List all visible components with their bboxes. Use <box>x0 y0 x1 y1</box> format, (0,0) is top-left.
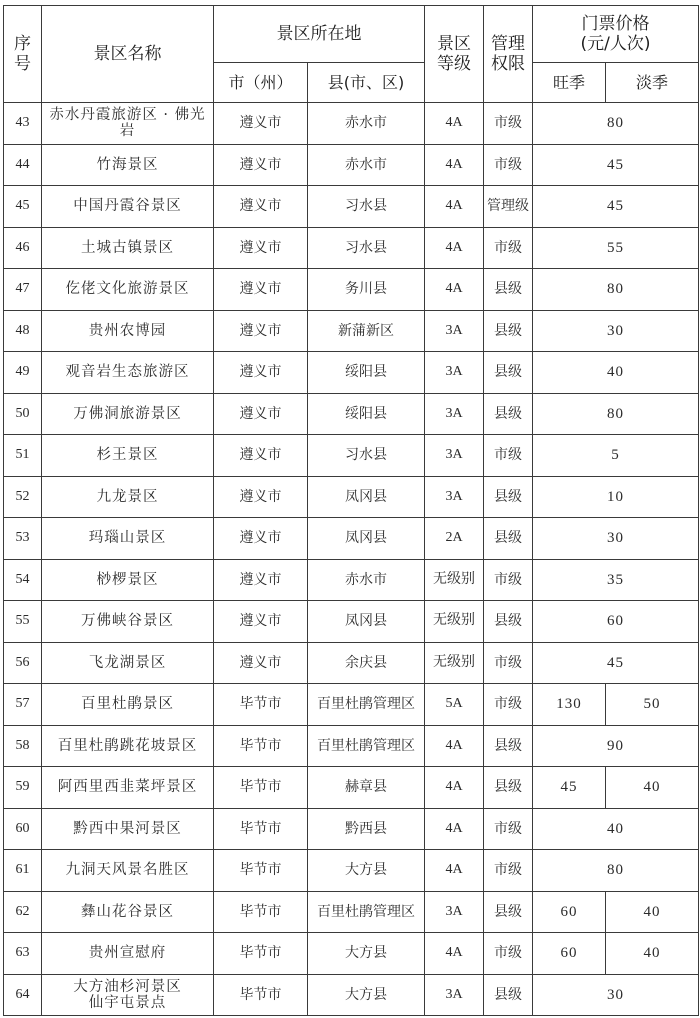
row-price-off: 40 <box>606 767 699 809</box>
row-authority: 市级 <box>484 559 533 601</box>
row-city: 毕节市 <box>214 850 308 892</box>
row-name: 百里杜鹃景区 <box>42 684 214 726</box>
row-price: 30 <box>533 974 699 1016</box>
row-authority: 县级 <box>484 601 533 643</box>
row-index: 57 <box>4 684 42 726</box>
row-city: 遵义市 <box>214 227 308 269</box>
row-county: 大方县 <box>308 850 425 892</box>
row-city: 遵义市 <box>214 352 308 394</box>
row-authority: 县级 <box>484 310 533 352</box>
row-name: 万佛洞旅游景区 <box>42 393 214 435</box>
row-name: 贵州农博园 <box>42 310 214 352</box>
row-grade: 2A <box>425 518 484 560</box>
row-grade: 4A <box>425 269 484 311</box>
table-row <box>4 518 699 560</box>
row-index: 60 <box>4 808 42 850</box>
row-price: 40 <box>533 352 699 394</box>
row-price-peak: 60 <box>533 891 606 933</box>
row-name <box>42 974 214 1016</box>
row-county: 新蒲新区 <box>308 310 425 352</box>
row-index: 49 <box>4 352 42 394</box>
row-grade: 无级别 <box>425 642 484 684</box>
row-price-peak: 45 <box>533 767 606 809</box>
row-city: 遵义市 <box>214 642 308 684</box>
table-row <box>4 725 699 767</box>
row-city: 遵义市 <box>214 393 308 435</box>
row-county: 百里杜鹃管理区 <box>308 684 425 726</box>
row-price: 80 <box>533 103 699 145</box>
row-grade: 3A <box>425 476 484 518</box>
row-grade: 4A <box>425 186 484 228</box>
row-county: 大方县 <box>308 974 425 1016</box>
row-authority: 县级 <box>484 974 533 1016</box>
row-grade: 4A <box>425 808 484 850</box>
row-name: 土城古镇景区 <box>42 227 214 269</box>
header-price <box>533 6 699 63</box>
row-index: 54 <box>4 559 42 601</box>
row-county: 大方县 <box>308 933 425 975</box>
row-index: 64 <box>4 974 42 1016</box>
table-row <box>4 352 699 394</box>
row-city: 遵义市 <box>214 269 308 311</box>
row-index: 53 <box>4 518 42 560</box>
row-county: 百里杜鹃管理区 <box>308 725 425 767</box>
table-row <box>4 933 699 975</box>
table-row <box>4 601 699 643</box>
row-authority: 市级 <box>484 227 533 269</box>
row-county: 赫章县 <box>308 767 425 809</box>
row-city: 毕节市 <box>214 684 308 726</box>
row-index: 59 <box>4 767 42 809</box>
row-price: 5 <box>533 435 699 477</box>
row-name: 九龙景区 <box>42 476 214 518</box>
row-name: 仡佬文化旅游景区 <box>42 269 214 311</box>
row-index: 44 <box>4 144 42 186</box>
table-row <box>4 186 699 228</box>
row-name: 竹海景区 <box>42 144 214 186</box>
header-price-title: 门票价格 <box>581 14 650 34</box>
row-name: 阿西里西韭菜坪景区 <box>42 767 214 809</box>
row-grade: 3A <box>425 352 484 394</box>
row-city: 遵义市 <box>214 310 308 352</box>
row-county: 习水县 <box>308 435 425 477</box>
row-name: 贵州宣慰府 <box>42 933 214 975</box>
header-location: 景区所在地 <box>214 6 425 63</box>
row-index: 61 <box>4 850 42 892</box>
row-grade: 无级别 <box>425 601 484 643</box>
row-name: 桫椤景区 <box>42 559 214 601</box>
row-price-off: 40 <box>606 891 699 933</box>
row-index: 52 <box>4 476 42 518</box>
row-authority: 县级 <box>484 269 533 311</box>
row-index: 47 <box>4 269 42 311</box>
row-authority: 市级 <box>484 808 533 850</box>
row-name: 飞龙湖景区 <box>42 642 214 684</box>
row-authority: 市级 <box>484 144 533 186</box>
row-index: 55 <box>4 601 42 643</box>
row-price: 45 <box>533 642 699 684</box>
row-name: 观音岩生态旅游区 <box>42 352 214 394</box>
header-grade <box>425 6 484 103</box>
row-county: 绥阳县 <box>308 393 425 435</box>
row-grade: 3A <box>425 435 484 477</box>
table-row <box>4 393 699 435</box>
header-city: 市（州） <box>214 63 308 103</box>
row-authority: 县级 <box>484 767 533 809</box>
row-grade: 3A <box>425 891 484 933</box>
row-name: 黔西中果河景区 <box>42 808 214 850</box>
row-name: 九洞天风景名胜区 <box>42 850 214 892</box>
row-county: 赤水市 <box>308 144 425 186</box>
row-city: 遵义市 <box>214 186 308 228</box>
row-authority: 市级 <box>484 684 533 726</box>
row-county: 凤冈县 <box>308 476 425 518</box>
row-name: 百里杜鹃跳花坡景区 <box>42 725 214 767</box>
row-city: 遵义市 <box>214 601 308 643</box>
header-grade-text: 景区等级 <box>437 34 471 74</box>
row-county: 余庆县 <box>308 642 425 684</box>
row-name: 万佛峡谷景区 <box>42 601 214 643</box>
row-price: 80 <box>533 850 699 892</box>
row-price: 45 <box>533 186 699 228</box>
row-grade: 3A <box>425 310 484 352</box>
row-index: 45 <box>4 186 42 228</box>
table-row <box>4 974 699 1016</box>
row-city: 遵义市 <box>214 476 308 518</box>
row-authority: 县级 <box>484 891 533 933</box>
row-city: 毕节市 <box>214 767 308 809</box>
row-price-peak: 130 <box>533 684 606 726</box>
row-index: 58 <box>4 725 42 767</box>
table-row <box>4 891 699 933</box>
row-county: 百里杜鹃管理区 <box>308 891 425 933</box>
table-row <box>4 269 699 311</box>
row-price: 10 <box>533 476 699 518</box>
header-index <box>4 6 42 103</box>
row-price: 60 <box>533 601 699 643</box>
table-row <box>4 559 699 601</box>
row-price: 35 <box>533 559 699 601</box>
scenic-price-table <box>3 5 699 1016</box>
header-authority-text: 管理权限 <box>491 34 525 74</box>
row-price: 45 <box>533 144 699 186</box>
row-county: 赤水市 <box>308 559 425 601</box>
row-authority: 市级 <box>484 850 533 892</box>
row-price: 30 <box>533 310 699 352</box>
row-name: 中国丹霞谷景区 <box>42 186 214 228</box>
row-index: 62 <box>4 891 42 933</box>
row-price: 80 <box>533 269 699 311</box>
row-index: 63 <box>4 933 42 975</box>
table-row <box>4 767 699 809</box>
row-city: 遵义市 <box>214 518 308 560</box>
row-county: 黔西县 <box>308 808 425 850</box>
row-index: 43 <box>4 103 42 145</box>
row-authority: 市级 <box>484 933 533 975</box>
row-city: 遵义市 <box>214 103 308 145</box>
row-county: 习水县 <box>308 227 425 269</box>
row-county: 凤冈县 <box>308 518 425 560</box>
row-city: 毕节市 <box>214 933 308 975</box>
row-city: 毕节市 <box>214 891 308 933</box>
row-name-line2: 仙宇屯景点 <box>88 994 167 1011</box>
row-city: 毕节市 <box>214 725 308 767</box>
row-price: 40 <box>533 808 699 850</box>
row-price: 30 <box>533 518 699 560</box>
table-row <box>4 227 699 269</box>
row-city: 遵义市 <box>214 559 308 601</box>
row-price: 55 <box>533 227 699 269</box>
row-price-off: 40 <box>606 933 699 975</box>
row-authority: 市级 <box>484 642 533 684</box>
row-grade: 4A <box>425 103 484 145</box>
row-price: 90 <box>533 725 699 767</box>
table-row <box>4 850 699 892</box>
table-row <box>4 684 699 726</box>
row-index: 46 <box>4 227 42 269</box>
header-index-text: 序号 <box>14 34 31 74</box>
row-authority: 县级 <box>484 352 533 394</box>
row-authority: 市级 <box>484 435 533 477</box>
header-peak: 旺季 <box>533 63 606 103</box>
table-row <box>4 642 699 684</box>
row-city: 遵义市 <box>214 435 308 477</box>
table-row <box>4 310 699 352</box>
table-row <box>4 435 699 477</box>
row-index: 50 <box>4 393 42 435</box>
row-price: 80 <box>533 393 699 435</box>
table-row <box>4 103 699 145</box>
row-authority: 管理级 <box>484 186 533 228</box>
row-price-peak: 60 <box>533 933 606 975</box>
row-grade: 3A <box>425 974 484 1016</box>
header-name: 景区名称 <box>42 6 214 103</box>
row-grade: 5A <box>425 684 484 726</box>
table-body <box>4 103 699 1016</box>
row-county: 务川县 <box>308 269 425 311</box>
row-name-line1: 大方油杉河景区 <box>73 978 182 995</box>
table-row <box>4 808 699 850</box>
row-index: 51 <box>4 435 42 477</box>
row-city: 毕节市 <box>214 974 308 1016</box>
row-index: 56 <box>4 642 42 684</box>
row-price-off: 50 <box>606 684 699 726</box>
table-row <box>4 476 699 518</box>
row-grade: 无级别 <box>425 559 484 601</box>
row-name: 彝山花谷景区 <box>42 891 214 933</box>
row-grade: 4A <box>425 933 484 975</box>
row-authority: 县级 <box>484 476 533 518</box>
table-row <box>4 144 699 186</box>
scenic-price-table-sheet <box>3 5 699 1016</box>
row-name: 玛瑙山景区 <box>42 518 214 560</box>
row-authority: 县级 <box>484 725 533 767</box>
row-authority: 县级 <box>484 518 533 560</box>
row-grade: 4A <box>425 850 484 892</box>
header-off: 淡季 <box>606 63 699 103</box>
row-authority: 市级 <box>484 103 533 145</box>
table-header <box>4 6 699 103</box>
row-name: 赤水丹霞旅游区 · 佛光岩 <box>42 103 214 145</box>
row-grade: 4A <box>425 767 484 809</box>
header-county: 县(市、区) <box>308 63 425 103</box>
row-county: 绥阳县 <box>308 352 425 394</box>
row-grade: 4A <box>425 144 484 186</box>
row-city: 毕节市 <box>214 808 308 850</box>
row-authority: 县级 <box>484 393 533 435</box>
row-grade: 4A <box>425 725 484 767</box>
row-grade: 4A <box>425 227 484 269</box>
row-index: 48 <box>4 310 42 352</box>
header-price-unit: (元/人次) <box>580 34 651 54</box>
row-city: 遵义市 <box>214 144 308 186</box>
row-grade: 3A <box>425 393 484 435</box>
header-authority <box>484 6 533 103</box>
row-name: 杉王景区 <box>42 435 214 477</box>
row-county: 凤冈县 <box>308 601 425 643</box>
row-county: 赤水市 <box>308 103 425 145</box>
row-county: 习水县 <box>308 186 425 228</box>
